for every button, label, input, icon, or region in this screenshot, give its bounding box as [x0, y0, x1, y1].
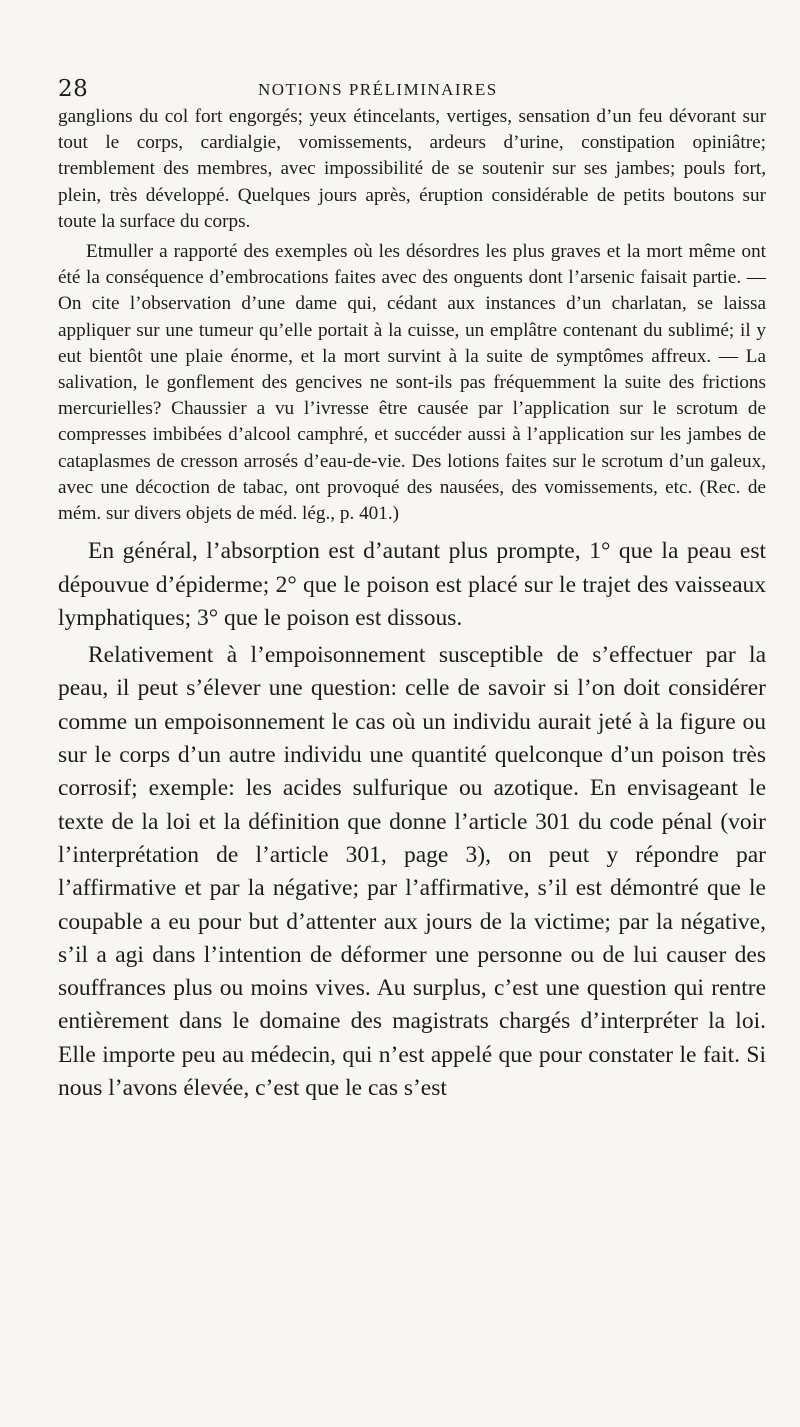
running-title: NOTIONS PRÉLIMINAIRES: [258, 80, 498, 99]
book-page: [58, 70, 766, 1105]
paragraph-symptoms-continued: ganglions du col fort engorgés; yeux étincelants, vertiges, sensation d’un feu dévorant sur tout le corps, cardialgie, vomissements, ardeurs d’urine, constipation opiniâtre; tremblement des membres, avec impossibilité de se soutenir sur ses jambes; pouls fort, plein, très développé. Quelques jours après, éruption considérable de petits boutons sur toute la surface du corps.: [58, 106, 766, 232]
paragraph-skin-poisoning-question: Relativement à l’empoisonnement susceptible de s’effectuer par la peau, il peut s’élever une question: celle de savoir si l’on doit considérer comme un empoisonnement le cas où un individu aurait jeté à la figure ou sur le corps d’un autre individu une quantité quelconque d’un poison très corrosif; exemple: les acides sulfurique ou azotique. En envisageant le texte de la loi et la définition que donne l’article 301 du code pénal (voir l’interprétation de l’article 301, page 3), on peut y répondre par l’affirmative et par la négative; par l’affirmative, s’il est démontré que le coupable a eu pour but d’attenter aux jours de la victime; par la négative, s’il a agi dans l’intention de déformer une personne ou de lui causer des souffrances plus ou moins vives. Au surplus, c’est une question qui rentre entièrement dans le domaine des magistrats chargés d’interpréter la loi. Elle importe peu au médecin, qui n’est appelé que pour constater le fait. Si nous l’avons élevée, c’est que le cas s’est: [58, 642, 766, 1101]
paragraph-absorption-general: En général, l’absorption est d’autant plus prompte, 1° que la peau est dépouvue d’épiderme; 2° que le poison est placé sur le trajet des vaisseaux lymphatiques; 3° que le poison est dissous.: [58, 538, 766, 631]
page-header: [58, 70, 766, 104]
paragraph-etmuller-examples: Etmuller a rapporté des exemples où les désordres les plus graves et la mort même ont été la conséquence d’embrocations faites avec des onguents dont l’arsenic faisait partie. — On cite l’observation d’une dame qui, cédant aux instances d’un charlatan, se laissa appliquer sur une tumeur qu’elle portait à la cuisse, un emplâtre contenant du sublimé; il y eut bientôt une plaie énorme, et la mort survint à la suite de symptômes affreux. — La salivation, le gonflement des gencives ne sont-ils pas fréquemment la suite des frictions mercurielles? Chaussier a vu l’ivresse être causée par l’application sur le scrotum de compresses imbibées d’alcool camphré, et succéder aussi à l’application sur les jambes de cataplasmes de cresson arrosés d’eau-de-vie. Des lotions faites sur le scrotum d’un galeux, avec une décoction de tabac, ont provoqué des nausées, des vomissements, etc. (Rec. de mém. sur divers objets de méd. lég., p. 401.): [58, 241, 766, 525]
page-number: 28: [58, 76, 89, 102]
